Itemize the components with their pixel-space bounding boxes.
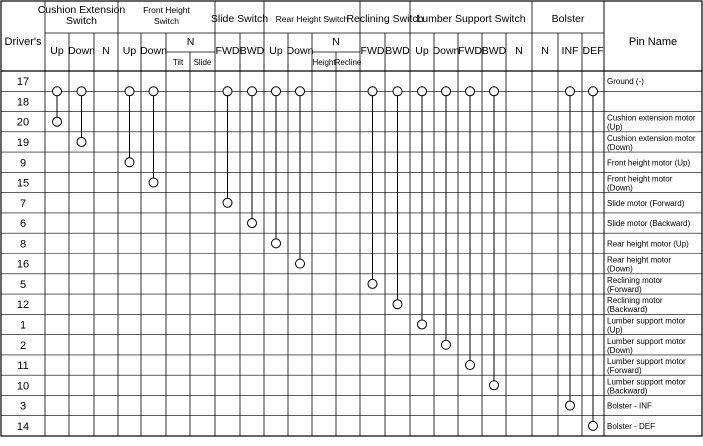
column-header: Down [432,45,460,57]
connection-dot-terminal [248,219,257,228]
group-title-cushion: Switch [66,15,97,27]
column-header: N [332,36,340,48]
connection-dot-terminal [53,117,62,126]
driver-pin-number: 18 [16,96,30,109]
pin-name: Rear height motor (Up) [607,239,689,249]
group-title-front: Front Height [143,5,190,15]
pin-name: Cushion extension motor [607,113,696,123]
driver-pin-number: 2 [19,339,27,352]
connection-dot-ground [248,87,257,96]
connection-dot-ground [490,87,499,96]
column-header: FWD [215,45,240,57]
column-header: Up [269,45,283,57]
pin-name: (Down) [607,183,633,193]
connection-dot-ground [418,87,427,96]
column-header: Tilt [172,58,184,67]
connection-dot-ground [393,87,402,96]
pin-name: Lumber support motor [607,377,686,387]
driver-pin-number: 8 [19,238,27,251]
group-title-cushion: Cushion Extension [37,4,126,16]
driver-pin-number: 10 [16,380,30,393]
column-header: N [515,45,523,57]
column-header: BWD [239,45,265,57]
pin-name: Reclining motor [607,275,663,285]
connection-dot-terminal [466,361,475,370]
group-title-slide: Slide Switch [210,13,269,25]
connection-dot-terminal [149,178,158,187]
pin-name: Front height motor (Up) [607,158,691,168]
group-title-front: Switch [153,16,180,26]
pin-name: (Forward) [607,366,642,376]
pin-name: Cushion extension motor [607,133,696,143]
driver-pin-number: 3 [19,400,27,413]
column-header: Up [415,45,429,57]
driver-pin-number: 20 [16,116,30,129]
pin-name: (Backward) [607,305,648,315]
column-header: Down [286,45,314,57]
driver-pin-number: 17 [16,76,30,89]
pin-name: Rear height motor [607,255,672,265]
connection-dot-terminal [589,421,598,430]
pin-name: (Up) [607,325,623,335]
pin-name: Bolster - DEF [607,421,656,431]
connection-dot-ground [296,87,305,96]
driver-pin-number: 11 [17,360,29,373]
pin-name: (Forward) [607,284,642,294]
connection-dot-terminal [77,137,86,146]
connection-dot-terminal [368,279,377,288]
column-header: Recline [334,58,362,67]
driver-pin-number: 7 [19,197,27,210]
connection-dot-ground [223,87,232,96]
connection-dot-terminal [566,401,575,410]
pin-name: Reclining motor [607,296,663,306]
pin-name: (Down) [607,142,633,152]
driver-pin-number: 9 [19,157,27,170]
pin-name: (Backward) [607,386,648,396]
connection-dot-terminal [272,239,281,248]
drivers-header: Driver's [4,36,42,48]
column-header: Down [68,45,95,57]
column-header: Up [50,45,64,57]
pin-name: Lumber support motor [607,336,686,346]
pin-name: (Up) [607,122,623,132]
column-header: N [102,45,110,57]
driver-pin-number: 1 [19,319,27,332]
connection-dot-ground [272,87,281,96]
column-header: Slide [193,58,212,67]
pin-name-header: Pin Name [628,36,678,48]
connection-dot-ground [368,87,377,96]
pin-name: Front height motor [607,174,673,184]
column-header: Down [140,45,167,57]
connection-dot-ground [466,87,475,96]
connection-dot-terminal [490,381,499,390]
connection-dot-terminal [418,320,427,329]
column-header: N [186,36,195,48]
connection-dot-terminal [393,300,402,309]
column-header: Up [122,45,137,57]
connection-dot-terminal [296,259,305,268]
column-header: BWD [481,45,507,57]
column-header: INF [561,45,579,57]
connection-dot-ground [149,87,158,96]
column-header: N [541,45,549,57]
connection-dot-ground [442,87,451,96]
connection-dot-terminal [125,158,134,167]
column-header: FWD [360,45,385,57]
pin-name: Bolster - INF [607,401,652,411]
group-title-lumbar: Lumber Support Switch [416,13,526,25]
connection-marks [53,87,598,431]
connection-dot-terminal [223,198,232,207]
driver-pin-number: 5 [19,278,27,291]
row-labels [17,76,696,433]
driver-pin-number: 15 [16,177,30,190]
group-title-recline: Reclining Switch [346,13,424,25]
driver-pin-number: 16 [16,258,30,271]
column-header: Height [312,58,336,67]
group-title-rear: Rear Height Switch [275,14,349,24]
pin-name: (Down) [607,264,633,274]
pin-name: Lumber support motor [607,357,686,367]
connection-dot-ground [566,87,575,96]
connection-dot-ground [125,87,134,96]
connection-dot-ground [53,87,62,96]
driver-pin-number: 12 [16,299,30,312]
pin-name: Slide motor (Backward) [607,219,691,229]
column-header: FWD [458,45,482,57]
connection-dot-terminal [442,340,451,349]
pin-name: Slide motor (Forward) [607,198,685,208]
driver-pin-number: 14 [16,420,30,433]
pin-name: Ground (-) [607,77,644,87]
pin-name: (Down) [607,345,633,355]
group-title-bolster: Bolster [551,13,585,25]
driver-pin-number: 6 [19,218,27,231]
column-header: BWD [385,45,410,57]
column-header: DEF [582,45,604,57]
pin-name: Lumber support motor [607,316,686,326]
header-labels [5,4,678,67]
connection-dot-ground [589,87,598,96]
driver-pin-number: 19 [16,136,30,149]
connection-dot-ground [77,87,86,96]
